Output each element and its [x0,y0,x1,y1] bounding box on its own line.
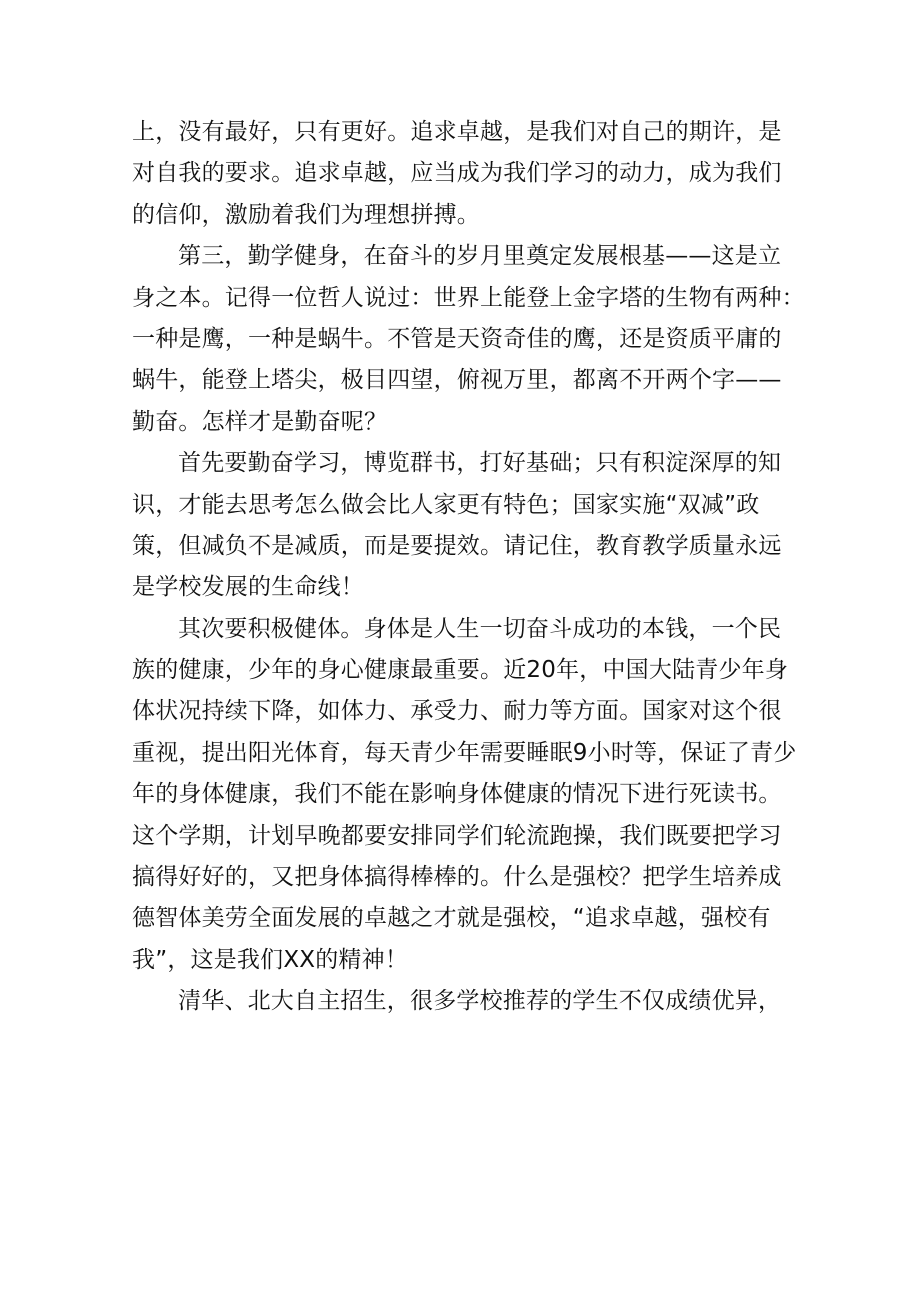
text-line: 体状况持续下降，如体力、承受力、耐力等方面。国家对这个很 [132,698,782,725]
text-line: 重视，提出阳光体育，每天青少年需要睡眠9小时等，保证了青少 [132,739,797,766]
paragraph-first-line: 清华、北大自主招生，很多学校推荐的学生不仅成绩优异， [178,988,782,1015]
text-line: 年的身体健康，我们不能在影响身体健康的情况下进行死读书。 [132,781,782,808]
text-line: 德智体美劳全面发展的卓越之才就是强校，“追求卓越，强校有 [132,905,771,932]
text-line: 这个学期，计划早晚都要安排同学们轮流跑操，我们既要把学习 [132,822,782,849]
paragraph-first-line: 其次要积极健体。身体是人生一切奋斗成功的本钱，一个民 [178,615,782,642]
text-line: 策，但减负不是减质，而是要提效。请记住，教育教学质量永远 [132,532,782,559]
text-line: 上，没有最好，只有更好。追求卓越，是我们对自己的期许，是 [132,119,782,145]
text-line: 识，才能去思考怎么做会比人家更有特色；国家实施“双减”政 [132,491,760,518]
text-line: 搞得好好的，又把身体搞得棒棒的。什么是强校？把学生培养成 [132,864,782,891]
paragraph-first-line: 第三，勤学健身，在奋斗的岁月里奠定发展根基——这是立 [178,243,782,270]
paragraph-first-line: 首先要勤奋学习，博览群书，打好基础；只有积淀深厚的知 [178,450,782,477]
text-line: 勤奋。怎样才是勤奋呢？ [132,408,388,435]
text-line: 是学校发展的生命线！ [132,574,364,601]
text-line: 族的健康，少年的身心健康最重要。近20年，中国大陆青少年身 [132,657,789,684]
text-line: 对自我的要求。追求卓越，应当成为我们学习的动力，成为我们 [132,160,782,187]
text-line: 身之本。记得一位哲人说过：世界上能登上金字塔的生物有两种： [132,284,805,311]
text-line: 一种是鹰，一种是蜗牛。不管是天资奇佳的鹰，还是资质平庸的 [132,325,782,352]
text-line: 蜗牛，能登上塔尖，极目四望，俯视万里，都离不开两个字—— [132,367,782,394]
text-line: 我”，这是我们XX的精神！ [132,946,409,973]
body-text [132,112,805,1023]
text-line: 的信仰，激励着我们为理想拼搏。 [132,201,480,228]
